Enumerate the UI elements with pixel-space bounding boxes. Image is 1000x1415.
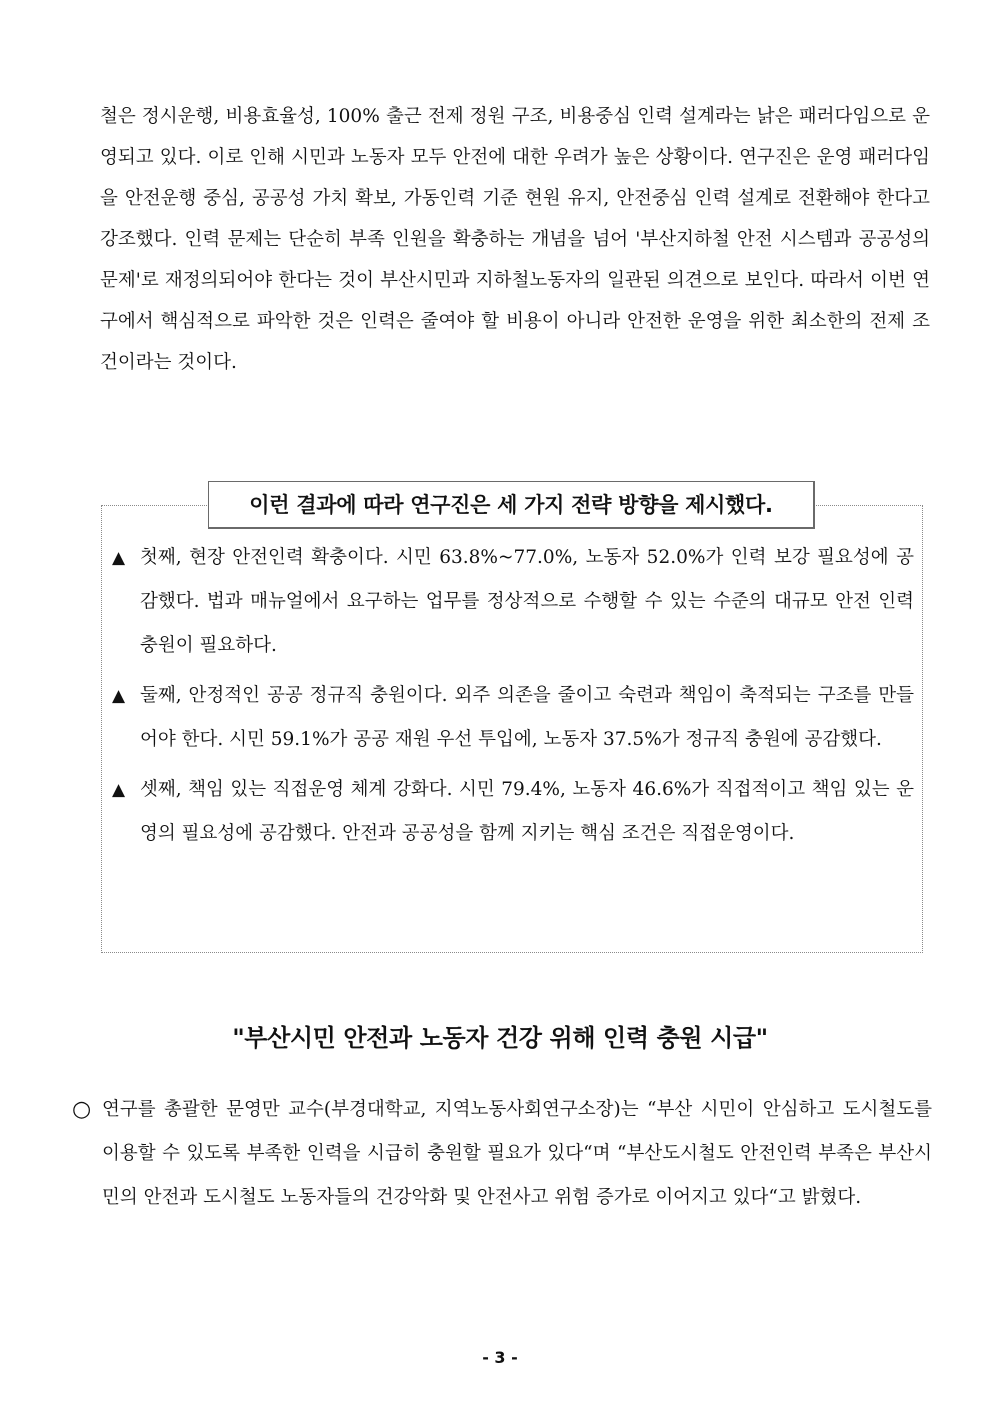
- circle-bullet-icon: ○: [72, 1097, 92, 1122]
- triangle-bullet-icon: ▲: [112, 686, 126, 706]
- quote-paragraph-text: 연구를 총괄한 문영만 교수(부경대학교, 지역노동사회연구소장)는 “부산 시민이 안심하고 도시철도를 이용할 수 있도록 부족한 인력을 시급히 충원할 필요가 있다“며 “부산도시철도 안전인력 부족은 부산시민의 안전과 도시철도 노동자들의 건강악화 및 안전사고 위험 증가로 이어지고 있다“고 밝혔다.: [102, 1099, 932, 1208]
- strategy-item-text: 둘째, 안정적인 공공 정규직 충원이다. 외주 의존을 줄이고 숙련과 책임이 축적되는 구조를 만들어야 한다. 시민 59.1%가 공공 재원 우선 투입에, 노동자 37.5%가 정규직 충원에 공감했다.: [140, 685, 914, 750]
- strategy-item-1: [112, 536, 914, 668]
- strategy-item-3: [112, 768, 914, 856]
- triangle-bullet-icon: ▲: [112, 548, 126, 568]
- strategy-item-text: 셋째, 책임 있는 직접운영 체계 강화다. 시민 79.4%, 노동자 46.6%가 직접적이고 책임 있는 운영의 필요성에 공감했다. 안전과 공공성을 함께 지키는 핵심 조건은 직접운영이다.: [140, 779, 914, 844]
- strategy-box-title: 이런 결과에 따라 연구진은 세 가지 전략 방향을 제시했다.: [208, 481, 815, 529]
- page-number: - 3 -: [482, 1348, 518, 1367]
- strategy-item-2: [112, 674, 914, 762]
- strategy-item-text: 첫째, 현장 안전인력 확충이다. 시민 63.8%~77.0%, 노동자 52.0%가 인력 보강 필요성에 공감했다. 법과 매뉴얼에서 요구하는 업무를 정상적으로 수행할 수 있는 수준의 대규모 안전 인력 충원이 필요하다.: [140, 547, 914, 656]
- strategy-list: [112, 536, 914, 862]
- intro-paragraph: 철은 정시운행, 비용효율성, 100% 출근 전제 정원 구조, 비용중심 인력 설계라는 낡은 패러다임으로 운영되고 있다. 이로 인해 시민과 노동자 모두 안전에 대한 우려가 높은 상황이다. 연구진은 운영 패러다임을 안전운행 중심, 공공성 가치 확보, 가동인력 기준 현원 유지, 안전중심 인력 설계로 전환해야 한다고 강조했다. 인력 문제는 단순히 부족 인원을 확충하는 개념을 넘어 '부산지하철 안전 시스템과 공공성의 문제'로 재정의되어야 한다는 것이 부산시민과 지하철노동자의 일관된 의견으로 보인다. 따라서 이번 연구에서 핵심적으로 파악한 것은 인력은 줄여야 할 비용이 아니라 안전한 운영을 위한 최소한의 전제 조건이라는 것이다.: [100, 106, 930, 373]
- triangle-bullet-icon: ▲: [112, 780, 126, 800]
- quote-paragraph: [72, 1088, 932, 1220]
- section-heading: "부산시민 안전과 노동자 건강 위해 인력 충원 시급": [232, 1024, 768, 1052]
